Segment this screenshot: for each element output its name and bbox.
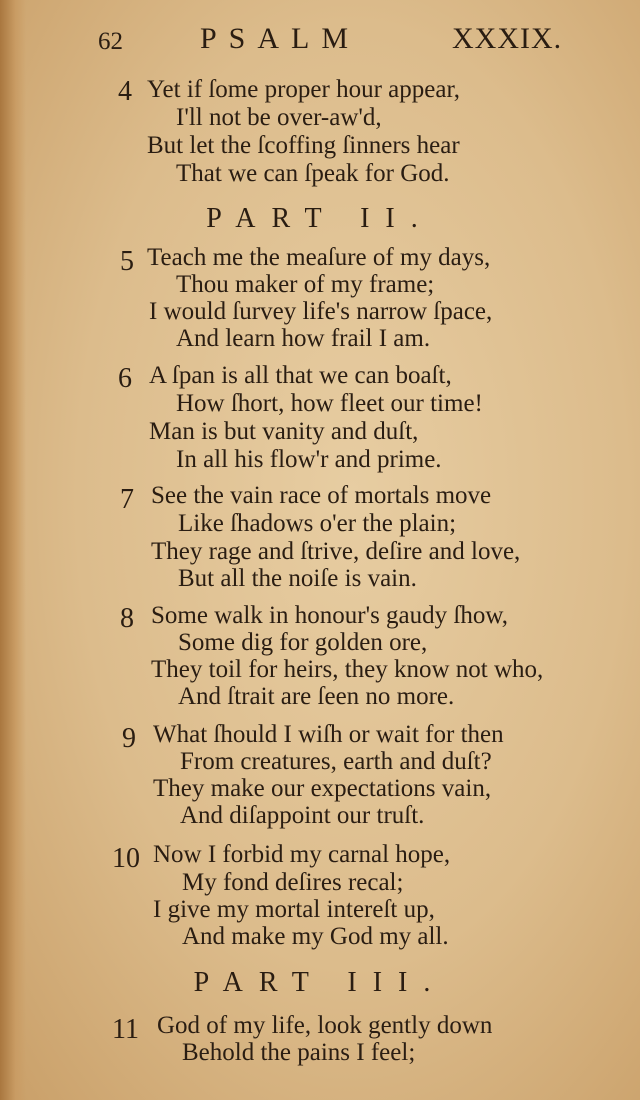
- verse-line: And ſtrait are ſeen no more.: [178, 683, 455, 710]
- verse-line: Teach me the meaſure of my days,: [147, 244, 491, 271]
- part-heading: PART II.: [206, 203, 434, 234]
- verse-line: A ſpan is all that we can boaſt,: [149, 362, 452, 389]
- page-edge-shadow: [0, 0, 26, 1100]
- verse-number: 7: [120, 484, 134, 515]
- verse-line: And diſappoint our truſt.: [180, 802, 425, 829]
- verse-line: Behold the pains I feel;: [182, 1039, 416, 1066]
- verse-line: Now I forbid my carnal hope,: [153, 841, 451, 868]
- verse-number: 8: [120, 603, 134, 634]
- verse-line: I'll not be over-aw'd,: [176, 104, 382, 131]
- verse-line: Yet if ſome proper hour appear,: [147, 76, 461, 103]
- verse-number: 5: [120, 246, 134, 277]
- verse-line: God of my life, look gently down: [157, 1012, 493, 1039]
- verse-line: My fond deſires recal;: [182, 869, 404, 896]
- verse-line: What ſhould I wiſh or wait for then: [153, 721, 504, 748]
- part-heading: PART III.: [193, 967, 447, 998]
- verse-line: They toil for heirs, they know not who,: [151, 656, 544, 683]
- verse-line: In all his flow'r and prime.: [176, 446, 442, 473]
- psalm-number: XXXIX.: [452, 22, 563, 55]
- verse-number: 9: [122, 723, 136, 754]
- verse-line: How ſhort, how fleet our time!: [176, 390, 483, 417]
- verse-line: That we can ſpeak for God.: [176, 160, 450, 187]
- verse-line: Like ſhadows o'er the plain;: [178, 510, 457, 537]
- verse-line: I would ſurvey life's narrow ſpace,: [149, 298, 493, 325]
- verse-line: They make our expectations vain,: [153, 775, 492, 802]
- verse-number: 10: [112, 843, 140, 874]
- verse-line: And make my God my all.: [182, 923, 449, 950]
- verse-line: See the vain race of mortals move: [151, 482, 492, 509]
- verse-line: They rage and ſtrive, deſire and love,: [151, 538, 521, 565]
- verse-line: Some walk in honour's gaudy ſhow,: [151, 602, 509, 629]
- page-number: 62: [98, 28, 123, 55]
- verse-line: But let the ſcoffing ſinners hear: [147, 132, 460, 159]
- verse-line: From creatures, earth and duſt?: [180, 748, 492, 775]
- verse-line: But all the noiſe is vain.: [178, 565, 417, 592]
- verse-line: And learn how frail I am.: [176, 325, 431, 352]
- verse-number: 4: [118, 76, 132, 107]
- verse-number: 11: [112, 1014, 139, 1045]
- verse-line: Some dig for golden ore,: [178, 629, 428, 656]
- verse-line: Man is but vanity and duſt,: [149, 418, 419, 445]
- verse-line: Thou maker of my frame;: [176, 271, 435, 298]
- verse-number: 6: [118, 363, 132, 394]
- verse-line: I give my mortal intereſt up,: [153, 896, 435, 923]
- running-header: [0, 22, 640, 62]
- running-title: PSALM: [200, 22, 361, 55]
